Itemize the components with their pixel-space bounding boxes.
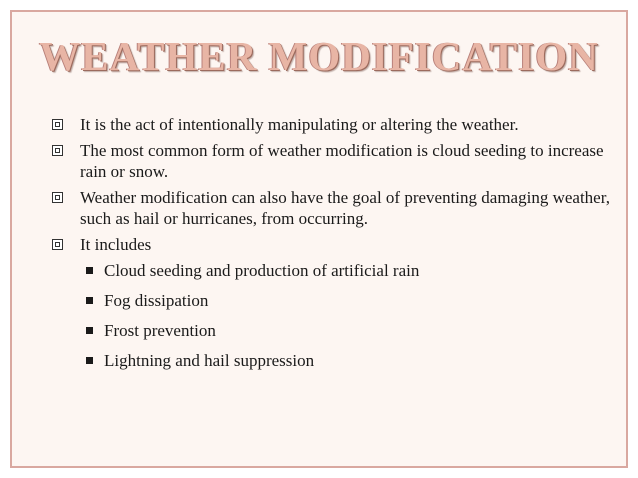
slide-title: WEATHER MODIFICATION <box>39 33 599 79</box>
square-bullet-icon <box>86 357 93 364</box>
square-box-bullet-icon <box>52 119 63 130</box>
bullet-text: It includes <box>80 235 152 254</box>
sub-bullet-list <box>80 260 612 371</box>
sub-bullet-item <box>80 350 612 371</box>
sub-bullet-text: Fog dissipation <box>104 291 209 310</box>
square-box-bullet-icon <box>52 145 63 156</box>
bullet-item <box>52 140 612 182</box>
bullet-item <box>52 187 612 229</box>
sub-bullet-text: Frost prevention <box>104 321 216 340</box>
square-box-bullet-icon <box>52 239 63 250</box>
bullet-item <box>52 114 612 135</box>
bullet-text: Weather modification can also have the goal of preventing damaging weather, such as hail or hurricanes, from occurring. <box>80 188 610 228</box>
bullet-text: It is the act of intentionally manipulating or altering the weather. <box>80 115 519 134</box>
sub-bullet-item <box>80 290 612 311</box>
sub-bullet-item <box>80 260 612 281</box>
bullet-list <box>52 114 612 380</box>
bullet-item <box>52 234 612 371</box>
square-bullet-icon <box>86 327 93 334</box>
bullet-text: The most common form of weather modification is cloud seeding to increase rain or snow. <box>80 141 604 181</box>
sub-bullet-text: Cloud seeding and production of artificial rain <box>104 261 420 280</box>
square-bullet-icon <box>86 267 93 274</box>
square-box-bullet-icon <box>52 192 63 203</box>
sub-bullet-item <box>80 320 612 341</box>
square-bullet-icon <box>86 297 93 304</box>
sub-bullet-text: Lightning and hail suppression <box>104 351 315 370</box>
